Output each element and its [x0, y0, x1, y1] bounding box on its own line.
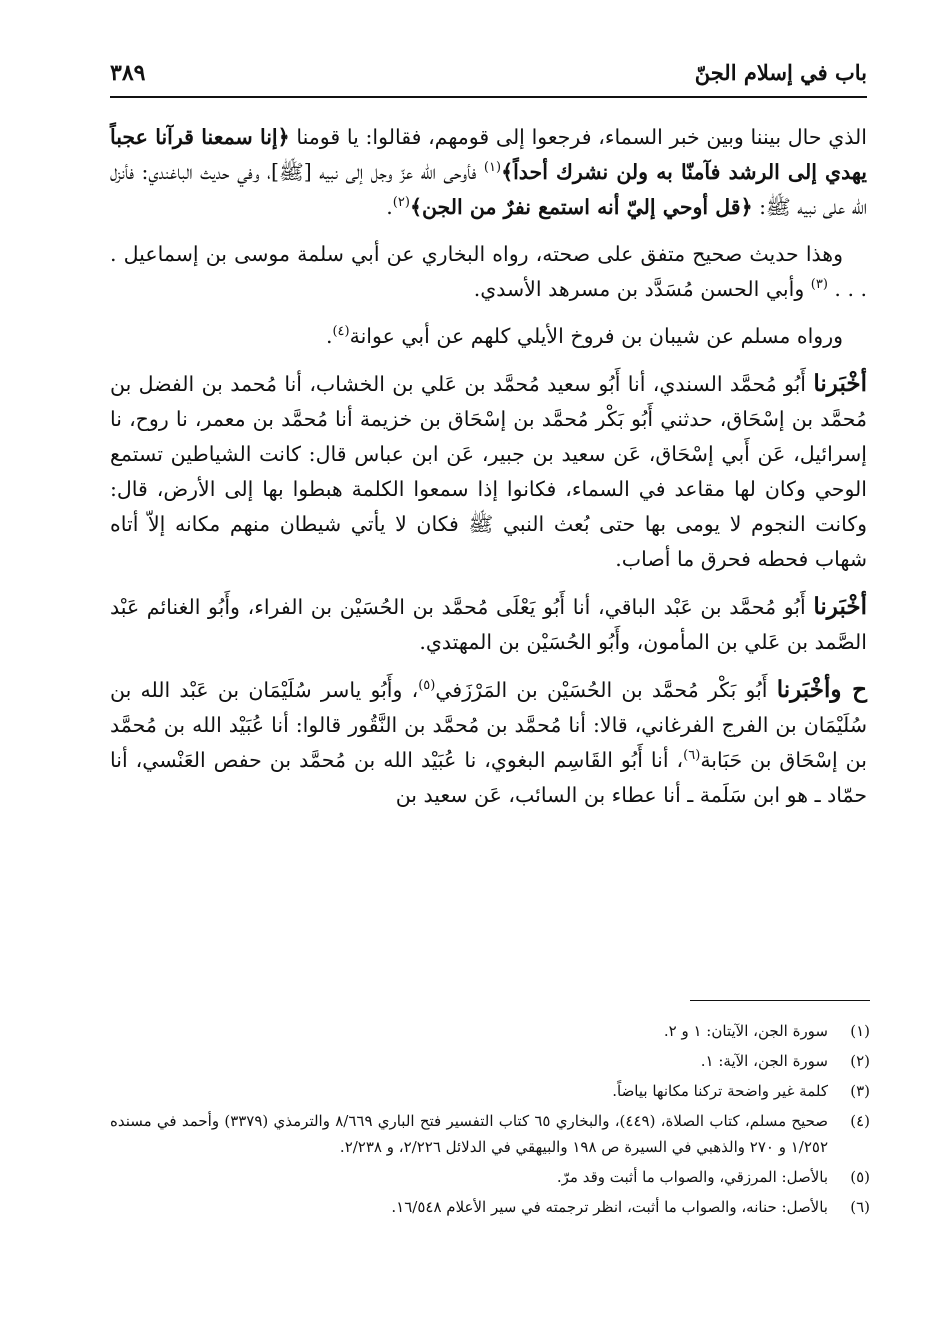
quran-quote: ﴿إنا سمعنا قرآنا عجباً يهدي إلى الرشد فآمنّا به ولن نشرك أحداً﴾	[110, 125, 867, 184]
isnad-prefix: ح	[841, 676, 867, 703]
footnote-ref: (٤)	[332, 324, 350, 340]
text-span: وأبي الحسن مُسَدَّد بن مسرهد الأسدي.	[473, 277, 811, 301]
footnote-text: صحيح مسلم، كتاب الصلاة، (٤٤٩)، والبخاري ٦٥ كتاب التفسير فتح الباري ٨/٦٦٩ والترمذي (٣٣٧٩) وأحمد في مسنده ١/٢٥٢ و ٢٧٠ والذهبي في السيرة ص ١٩٨ والبيهقي في الدلائل ٢/٢٢٦، و ٢/٢٣٨.	[110, 1112, 829, 1156]
footnote	[110, 1164, 870, 1190]
text-span: فأوحى الله عزّ وجل إلى نبيه [ﷺ]، وفي حديث الباغندي: فأنزل الله على نبيه ﷺ:	[110, 160, 867, 219]
paragraph	[110, 672, 867, 813]
footnote-number: (٢)	[850, 1052, 870, 1070]
footnote	[110, 1048, 870, 1074]
paragraph	[110, 319, 867, 354]
text-span: .	[386, 195, 393, 219]
footnote-ref: (٦)	[683, 748, 701, 764]
text-span: .	[325, 324, 333, 348]
paragraph	[110, 120, 867, 225]
footnote-number: (٤)	[850, 1112, 870, 1130]
text-span: ورواه مسلم عن شيبان بن فروخ الأيلي كلهم عن أبي عوانة	[349, 324, 843, 348]
isnad-lead: أخْبَرنا	[813, 370, 867, 397]
text-span: وهذا حديث صحيح متفق على صحته، رواه البخاري عن أبي سلمة موسى بن إسماعيل . . . .	[110, 242, 867, 301]
footnote-text: بالأصل: المرزقي، والصواب ما أثبت وقد مرّ.	[556, 1168, 828, 1186]
text-span: ، وأَبُو ياسر سُلَيْمَان بن عَبْد الله بن سُلَيْمَان بن الفرج الفرغاني، قالا: أنا مُحمَّد بن مُحمَّد بن النَّقُور قالوا: أنا عُبَيْد الله بن مُحمَّد بن إسْحَاق بن حَبَابة	[110, 678, 867, 772]
footnote-number: (١)	[850, 1022, 870, 1040]
text-span: أَبُو مُحمَّد بن عَبْد الباقي، أنا أَبُو يَعْلَى مُحمَّد بن الحُسَيْن بن الفراء، وأَبُو الغنائم عَبْد الصَّمد بن عَلي بن المأمون، وأَبُو الحُسَيْن بن المهتدي.	[110, 595, 867, 654]
footnote-ref: (١)	[483, 160, 502, 176]
footnotes	[110, 1018, 870, 1224]
footnote-ref: (٢)	[392, 195, 410, 211]
footnote	[110, 1078, 870, 1104]
footnote-number: (٦)	[850, 1198, 870, 1216]
page-number: ٣٨٩	[110, 60, 146, 86]
main-text	[110, 120, 867, 825]
isnad-lead: وأخْبَرنا	[776, 676, 842, 703]
footnote	[110, 1108, 870, 1160]
footnote-number: (٣)	[850, 1082, 870, 1100]
footnote-ref: (٣)	[810, 277, 828, 293]
footnote-text: بالأصل: حنانه، والصواب ما أثبت، انظر ترجمته في سير الأعلام ١٦/٥٤٨.	[391, 1198, 828, 1216]
text-span: أَبُو بَكْر مُحمَّد بن الحُسَيْن بن المَرْزَفي	[435, 678, 777, 702]
isnad-lead: أخْبَرنا	[813, 593, 867, 620]
text-span: أَبُو مُحمَّد السندي، أنا أَبُو سعيد مُحمَّد بن عَلي بن الخشاب، أنا مُحمد بن الفضل بن مُحمَّد بن إسْحَاق، حدثني أَبُو بَكْر مُحمَّد بن إسْحَاق بن خزيمة أنا مُحمَّد بن معمر، نا روح، نا إسرائيل، عَن أَبي إسْحَاق، عَن سعيد بن جبير، عَن ابن عباس قال: كانت الشياطين تستمع الوحي وكان لها مقاعد في السماء، فكانوا إذا سمعوا الكلمة هبطوا بها إلى الأرض، قال: وكانت النجوم لا يومى بها حتى بُعث النبي ﷺ فكان لا يأتي شيطان منهم مكانه إلاّ أتاه شهاب فحطه فحرق ما أصاب.	[110, 372, 867, 571]
text-span: ، أنا أَبُو القَاسِم البغوي، نا عُبَيْد الله بن مُحمَّد بن حفص العَنْسي، أنا حمّاد ـ هو ابن سَلَمة ـ أنا عطاء بن السائب، عَن سعيد بن	[110, 748, 867, 807]
footnote	[110, 1194, 870, 1220]
paragraph	[110, 366, 867, 577]
footnote	[110, 1018, 870, 1044]
page-header	[110, 52, 867, 98]
footnote-divider	[690, 1000, 870, 1001]
running-title: باب في إسلام الجنّ	[694, 60, 867, 85]
footnote-text: كلمة غير واضحة تركنا مكانها بياضاً.	[612, 1082, 828, 1100]
footnote-text: سورة الجن، الآيتان: ١ و ٢.	[663, 1022, 828, 1040]
footnote-ref: (٥)	[418, 678, 436, 694]
text-span: الذي حال بيننا وبين خبر السماء، فرجعوا إلى قومهم، فقالوا: يا قومنا	[289, 125, 867, 149]
footnote-number: (٥)	[850, 1168, 870, 1186]
paragraph	[110, 589, 867, 660]
paragraph	[110, 237, 867, 307]
footnote-text: سورة الجن، الآية: ١.	[700, 1052, 828, 1070]
quran-quote: ﴿قل أوحي إليّ أنه استمع نفرٌ من الجن﴾	[409, 195, 753, 219]
